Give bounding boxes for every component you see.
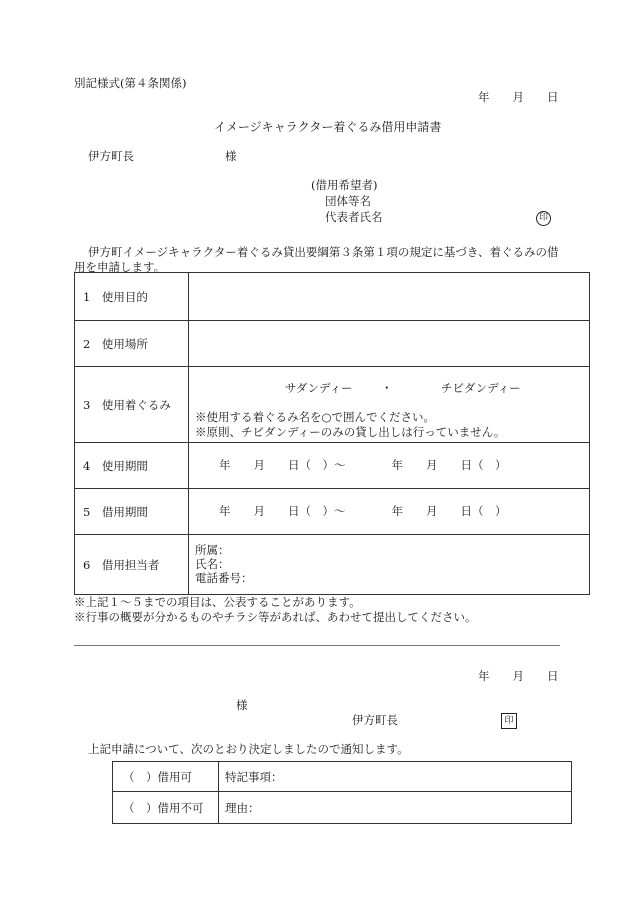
row-label: 3 使用着ぐるみ	[75, 367, 189, 442]
intro-text-line2: 用を申請します。	[74, 260, 166, 274]
costume-field[interactable]	[189, 367, 589, 442]
row-label: 6 借用担当者	[75, 535, 189, 594]
date-line-response: 年 月 日	[478, 669, 559, 683]
costume-note-2: ※原則、チビダンディーのみの貸し出しは行っていません。	[195, 425, 506, 439]
affiliation-label: 所属：	[195, 543, 230, 557]
footnote-2: ※行事の概要が分かるものやチラシ等があれば、あわせて提出してください。	[74, 610, 477, 624]
row-label: 1 使用目的	[75, 273, 189, 320]
decision-row-approve	[113, 762, 571, 792]
row-location	[75, 321, 589, 367]
use-period-text: 年 月 日（ ）～ 年 月 日（ ）	[219, 458, 507, 472]
costume-note-1: ※使用する着ぐるみ名を○で囲んでください。	[195, 410, 436, 424]
borrow-period-field[interactable]	[189, 489, 589, 534]
application-form-table	[74, 272, 590, 595]
issuer-name: 伊方町長	[352, 713, 398, 727]
reason-label: 理由：	[225, 800, 260, 815]
costume-separator: ・	[381, 381, 393, 395]
row-costume	[75, 367, 589, 443]
decision-notice: 上記申請について、次のとおり決定しましたので通知します。	[88, 742, 409, 756]
use-period-field[interactable]	[189, 443, 589, 488]
row-label: 5 借用期間	[75, 489, 189, 534]
section-divider	[74, 645, 560, 646]
borrow-period-text: 年 月 日（ ）～ 年 月 日（ ）	[219, 504, 507, 518]
name-label: 氏名：	[195, 557, 230, 571]
approve-checkbox-label[interactable]: （ ）借用可	[113, 762, 219, 791]
row-contact-person	[75, 535, 589, 594]
row-label: 2 使用場所	[75, 321, 189, 366]
addressee-honorific: 様	[225, 149, 237, 163]
row-use-period	[75, 443, 589, 489]
reject-checkbox-label[interactable]: （ ）借用不可	[113, 792, 219, 823]
form-reference: 別記様式(第４条関係)	[74, 76, 187, 90]
organization-label: 団体等名	[325, 194, 371, 208]
response-honorific: 様	[236, 698, 248, 712]
row-purpose	[75, 273, 589, 321]
addressee-name: 伊方町長	[88, 149, 134, 163]
decision-table	[112, 761, 572, 824]
costume-option-chibidandy[interactable]: チビダンディー	[441, 381, 521, 395]
seal-icon: 印	[501, 713, 517, 729]
representative-label: 代表者氏名	[325, 210, 383, 224]
row-label: 4 使用期間	[75, 443, 189, 488]
date-line-top: 年 月 日	[478, 90, 559, 104]
document-title: イメージキャラクター着ぐるみ借用申請書	[214, 120, 442, 134]
row-borrow-period	[75, 489, 589, 535]
intro-text-line1: 伊方町イメージキャラクター着ぐるみ貸出要綱第３条第１項の規定に基づき、着ぐるみの借	[88, 245, 559, 259]
footnote-1: ※上記１～５までの項目は、公表することがあります。	[74, 595, 361, 609]
costume-option-sadandy[interactable]: サダンディー	[285, 381, 353, 395]
purpose-field[interactable]	[189, 273, 589, 320]
remarks-label: 特記事項：	[225, 769, 283, 784]
seal-icon: 印	[536, 211, 551, 226]
decision-row-reject	[113, 792, 571, 823]
location-field[interactable]	[189, 321, 589, 366]
phone-label: 電話番号：	[195, 571, 253, 585]
contact-person-field[interactable]	[189, 535, 589, 594]
applicant-heading: (借用希望者)	[311, 178, 378, 192]
